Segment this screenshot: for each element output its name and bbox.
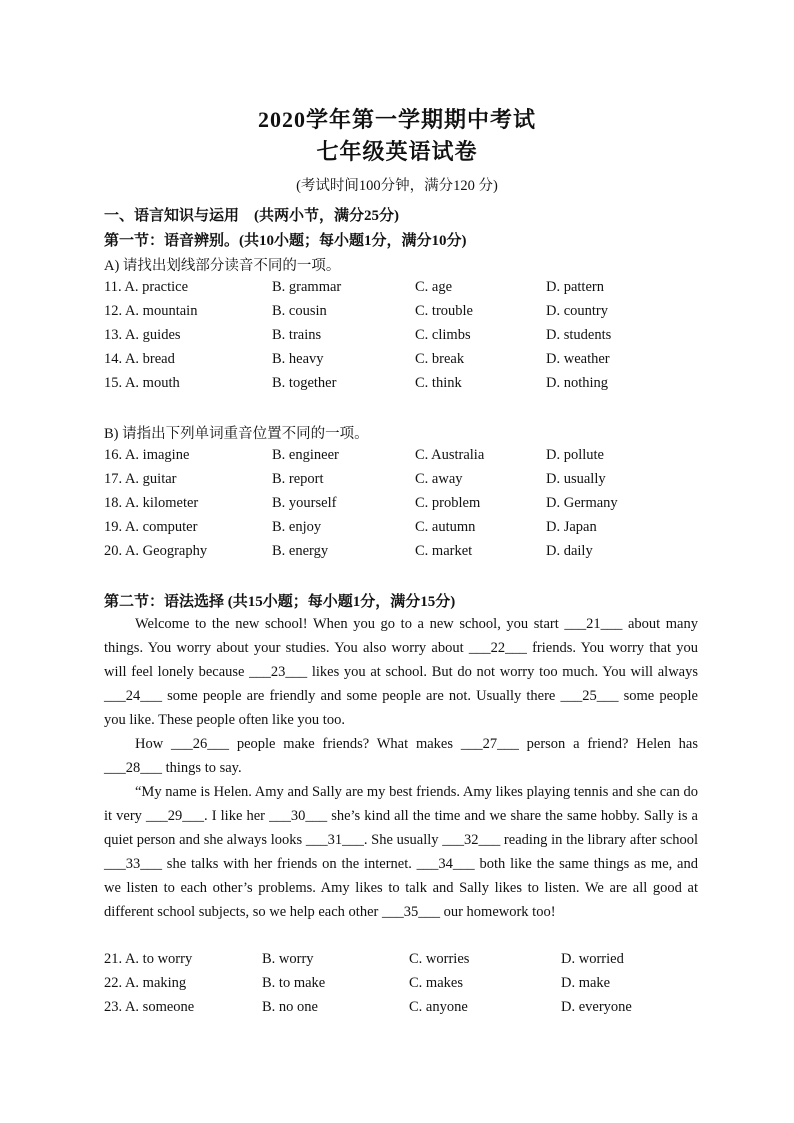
question-option-a: 16. A. imagine: [104, 447, 190, 463]
question-option: D. worried: [561, 951, 624, 967]
question-option: B. no one: [262, 999, 318, 1015]
question-option: D. everyone: [561, 999, 632, 1015]
question-option-a: 20. A. Geography: [104, 543, 208, 559]
question-row: [0, 447, 794, 469]
question-option: B. engineer: [272, 447, 339, 463]
question-option: D. students: [546, 327, 612, 343]
question-option: C. trouble: [415, 303, 473, 319]
question-option: D. country: [546, 303, 609, 319]
question-option-a: 21. A. to worry: [104, 951, 193, 967]
question-option: C. Australia: [415, 447, 485, 463]
question-option: C. climbs: [415, 327, 471, 343]
question-option: B. energy: [272, 543, 329, 559]
section2-heading: 第二节：语法选择 (共15小题；每小题1分，满分15分): [104, 594, 456, 610]
question-option: B. cousin: [272, 303, 327, 319]
question-option: B. yourself: [272, 495, 337, 511]
question-row: [0, 327, 794, 349]
question-option-a: 11. A. practice: [104, 279, 189, 295]
question-option: D. nothing: [546, 375, 609, 391]
question-option: B. report: [272, 471, 324, 487]
question-option-a: 22. A. making: [104, 975, 187, 991]
cloze-passage: [104, 612, 698, 924]
question-row: [0, 519, 794, 541]
question-row: [0, 951, 794, 973]
question-row: [0, 975, 794, 997]
question-option: D. pattern: [546, 279, 604, 295]
section1-heading: 第一节：语音辨别。(共10小题；每小题1分，满分10分): [104, 233, 467, 249]
question-option-a: 23. A. someone: [104, 999, 195, 1015]
question-option: C. market: [415, 543, 473, 559]
question-option-a: 17. A. guitar: [104, 471, 177, 487]
question-option: C. worries: [409, 951, 470, 967]
question-option: B. grammar: [272, 279, 342, 295]
question-option: B. together: [272, 375, 337, 391]
part-heading: 一、语言知识与运用 (共两小节，满分25分): [104, 208, 399, 224]
question-option: D. pollute: [546, 447, 604, 463]
question-option: D. usually: [546, 471, 606, 487]
question-option: C. think: [415, 375, 462, 391]
instruction-b: B) 请指出下列单词重音位置不同的一项。: [104, 426, 369, 442]
question-option-a: 12. A. mountain: [104, 303, 198, 319]
question-option: B. trains: [272, 327, 322, 343]
question-option: D. Germany: [546, 495, 618, 511]
question-option-a: 13. A. guides: [104, 327, 181, 343]
question-option: C. break: [415, 351, 465, 367]
question-option: D. weather: [546, 351, 610, 367]
exam-title: 2020学年第一学期期中考试: [257, 107, 536, 132]
question-row: [0, 543, 794, 565]
question-row: [0, 999, 794, 1021]
question-option: D. make: [561, 975, 611, 991]
question-option: B. to make: [262, 975, 326, 991]
question-row: [0, 351, 794, 373]
instruction-a: A) 请找出划线部分读音不同的一项。: [104, 258, 341, 274]
question-row: [0, 279, 794, 301]
passage-paragraph: Welcome to the new school! When you go to a new school, you start ___21___ about many things. You worry about your studies. You also worry about ___22___ friends. You worry that you will feel lonely because ___23___ likes you at school. But do not worry too much. You will always ___24___ some people are friendly and some people are not. Usually there ___25___ some people you like. These people often like you too.: [104, 616, 698, 728]
exam-info: (考试时间100分钟，满分120 分): [296, 178, 498, 194]
passage-paragraph: How ___26___ people make friends? What makes ___27___ person a friend? Helen has ___28___ things to say.: [104, 736, 698, 776]
question-option: C. away: [415, 471, 463, 487]
question-row: [0, 495, 794, 517]
question-option: C. anyone: [409, 999, 468, 1015]
question-option: C. age: [415, 279, 453, 295]
exam-subtitle-grade: 七年级英语试卷: [316, 139, 478, 164]
question-row: [0, 375, 794, 397]
question-option: C. problem: [415, 495, 481, 511]
question-option: C. autumn: [415, 519, 476, 535]
question-option: B. enjoy: [272, 519, 322, 535]
question-option-a: 15. A. mouth: [104, 375, 180, 391]
passage-paragraph: “My name is Helen. Amy and Sally are my best friends. Amy likes playing tennis and she can do it very ___29___. I like her ___30___ she’s kind all the time and we share the same hobby. Sally is a quiet person and she always looks ___31___. She usually ___32___ reading in the library after school ___33___ she talks with her friends on the internet. ___34___ both like the same things as me, and we listen to each other’s problems. Amy likes to talk and Sally likes to listen. We are all good at different school subjects, so we help each other ___35___ our homework too!: [104, 784, 698, 920]
question-option: D. Japan: [546, 519, 597, 535]
question-row: [0, 303, 794, 325]
question-option-a: 18. A. kilometer: [104, 495, 199, 511]
question-row: [0, 471, 794, 493]
question-option-a: 19. A. computer: [104, 519, 198, 535]
question-option: B. heavy: [272, 351, 324, 367]
question-option: B. worry: [262, 951, 314, 967]
question-option: D. daily: [546, 543, 593, 559]
question-option: C. makes: [409, 975, 463, 991]
question-option-a: 14. A. bread: [104, 351, 175, 367]
